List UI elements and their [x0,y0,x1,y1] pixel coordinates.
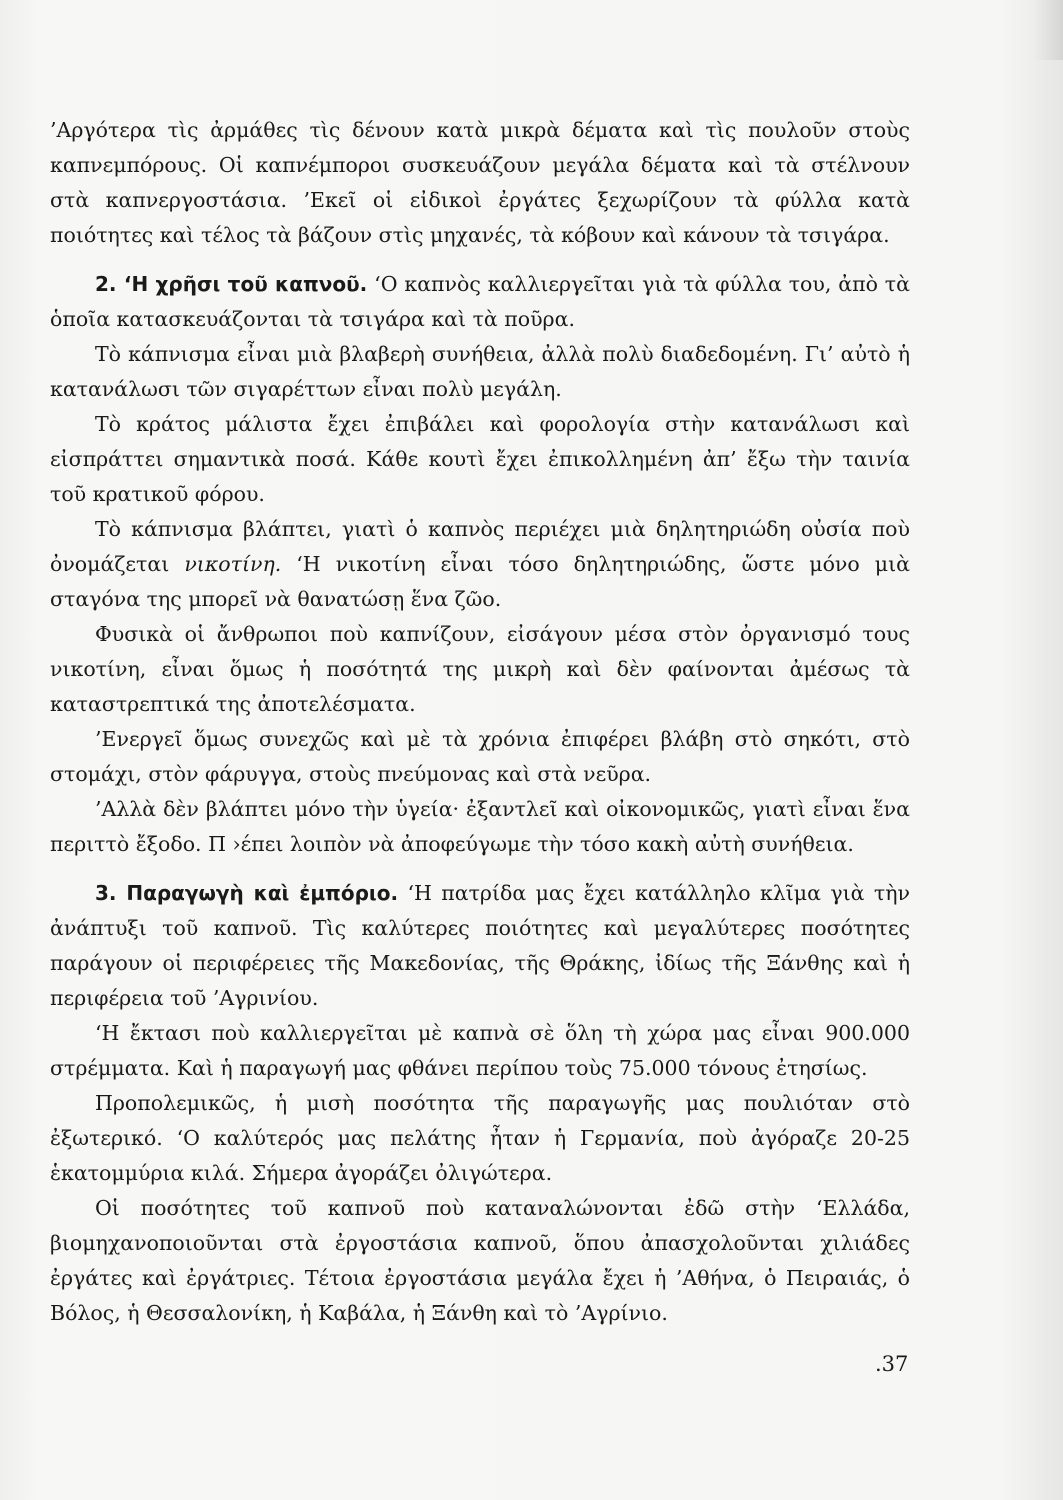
paragraph-effects: ’Ενεργεῖ ὅμως συνεχῶς καὶ μὲ τὰ χρόνια ἐπιφέρει βλάβη στὸ σηκότι, στὸ στομάχι, στὸν φάρυγγα, στοὺς πνεύμονας καὶ στὰ νεῦρα. [50,727,910,786]
section-2-heading: 2. ‘Η χρῆσι τοῦ καπνοῦ. [95,272,368,296]
page-body [50,113,910,1331]
paragraph-export: Προπολεμικῶς, ἡ μισὴ ποσότητα τῆς παραγωγῆς μας πουλιόταν στὸ ἐξωτερικό. ‘Ο καλύτερός μας πελάτης ἦταν ἡ Γερμανία, ποὺ ἀγόραζε 20-25 ἑκατομμύρια κιλά. Σήμερα ἀγοράζει ὀλιγώτερα. [50,1091,910,1185]
nicotine-text-after: ‘Η νικοτίνη εἶναι τόσο δηλητηριώδης, ὥστε μόνο μιὰ σταγόνα της μπορεῖ νὰ θανατώσῃ ἕνα ζῶο. [50,552,910,611]
page-edge-shadow [1033,0,1063,60]
paragraph-smoking-habit: Τὸ κάπνισμα εἶναι μιὰ βλαβερὴ συνήθεια, ἀλλὰ πολὺ διαδεδομένη. Γι’ αὐτὸ ἡ κατανάλωσι τῶν σιγαρέττων εἶναι πολὺ μεγάλη. [50,342,910,401]
paragraph-factories: Οἱ ποσότητες τοῦ καπνοῦ ποὺ καταναλώνονται ἐδῶ στὴν ‘Ελλάδα, βιομηχανοποιοῦνται στὰ ἐργοστάσια καπνοῦ, ὅπου ἀπασχολοῦνται χιλιάδες ἐργάτες καὶ ἐργάτριες. Τέτοια ἐργοστάσια μεγάλα ἔχει ἡ ’Αθήνα, ὁ Πειραιάς, ὁ Βόλος, ἡ Θεσσαλονίκη, ἡ Καβάλα, ἡ Ξάνθη καὶ τὸ ’Αγρίνιο. [50,1196,910,1325]
paragraph-nicotine [50,512,910,617]
paragraph-economy: ’Αλλὰ δὲν βλάπτει μόνο τὴν ὑγεία· ἐξαντλεῖ καὶ οἰκονομικῶς, γιατὶ εἶναι ἕνα περιττὸ ἔξοδο. Π ›έπει λοιπὸν νὰ ἀποφεύγωμε τὴν τόσο κακὴ αὐτὴ συνήθεια. [50,797,910,856]
paragraph-processing: ’Αργότερα τὶς ἀρμάθες τὶς δένουν κατὰ μικρὰ δέματα καὶ τὶς πουλοῦν στοὺς καπνεμπόρους. Οἱ καπνέμποροι συσκευάζουν μεγάλα δέματα καὶ τὰ στέλνουν στὰ καπνεργοστάσια. ’Εκεῖ οἱ εἰδικοὶ ἐργάτες ξεχωρίζουν τὰ φύλλα κατὰ ποιότητες καὶ τέλος τὰ βάζουν στὶς μηχανές, τὰ κόβουν καὶ κάνουν τὰ τσιγάρα. [50,118,910,247]
section-3-paragraph [50,876,910,1016]
section-3-heading: 3. Παραγωγὴ καὶ ἐμπόριο. [95,881,399,905]
page-number: .37 [875,1352,909,1376]
section-3-text: ‘Η πατρίδα μας ἔχει κατάλληλο κλῖμα γιὰ τὴν ἀνάπτυξι τοῦ καπνοῦ. Τὶς καλύτερες ποιότητες καὶ μεγαλύτερες ποσότητες παράγουν οἱ περιφέρειες τῆς Μακεδονίας, τῆς Θράκης, ἰδίως τῆς Ξάνθης καὶ ἡ περιφέρεια τοῦ ’Αγρινίου. [50,881,910,1010]
paragraph-state-tax: Τὸ κράτος μάλιστα ἔχει ἐπιβάλει καὶ φορολογία στὴν κατανάλωσι καὶ εἰσπράττει σημαντικὰ ποσά. Κάθε κουτὶ ἔχει ἐπικολλημένη ἀπ’ ἔξω τὴν ταινία τοῦ κρατικοῦ φόρου. [50,412,910,506]
paragraph-smokers: Φυσικὰ οἱ ἄνθρωποι ποὺ καπνίζουν, εἰσάγουν μέσα στὸν ὀργανισμό τους νικοτίνη, εἶναι ὅμως ἡ ποσότητά της μικρὴ καὶ δὲν φαίνονται ἀμέσως τὰ καταστρεπτικά της ἀποτελέσματα. [50,622,910,716]
nicotine-text-before: Τὸ κάπνισμα βλάπτει, γιατὶ ὁ καπνὸς περιέχει μιὰ δηλητηριώδη οὐσία ποὺ ὀνομάζεται [50,517,910,576]
paragraph-area: ‘Η ἔκτασι ποὺ καλλιεργεῖται μὲ καπνὰ σὲ ὅλη τὴ χώρα μας εἶναι 900.000 στρέμματα. Καὶ ἡ παραγωγή μας φθάνει περίπου τοὺς 75.000 τόνους ἐτησίως. [50,1021,910,1080]
section-2-text: ‘Ο καπνὸς καλλιεργεῖται γιὰ τὰ φύλλα του, ἀπὸ τὰ ὁποῖα κατασκευάζονται τὰ τσιγάρα καὶ τὰ ποῦρα. [50,272,910,331]
nicotine-term: νικοτίνη. [184,552,282,576]
section-2-paragraph [50,267,910,337]
